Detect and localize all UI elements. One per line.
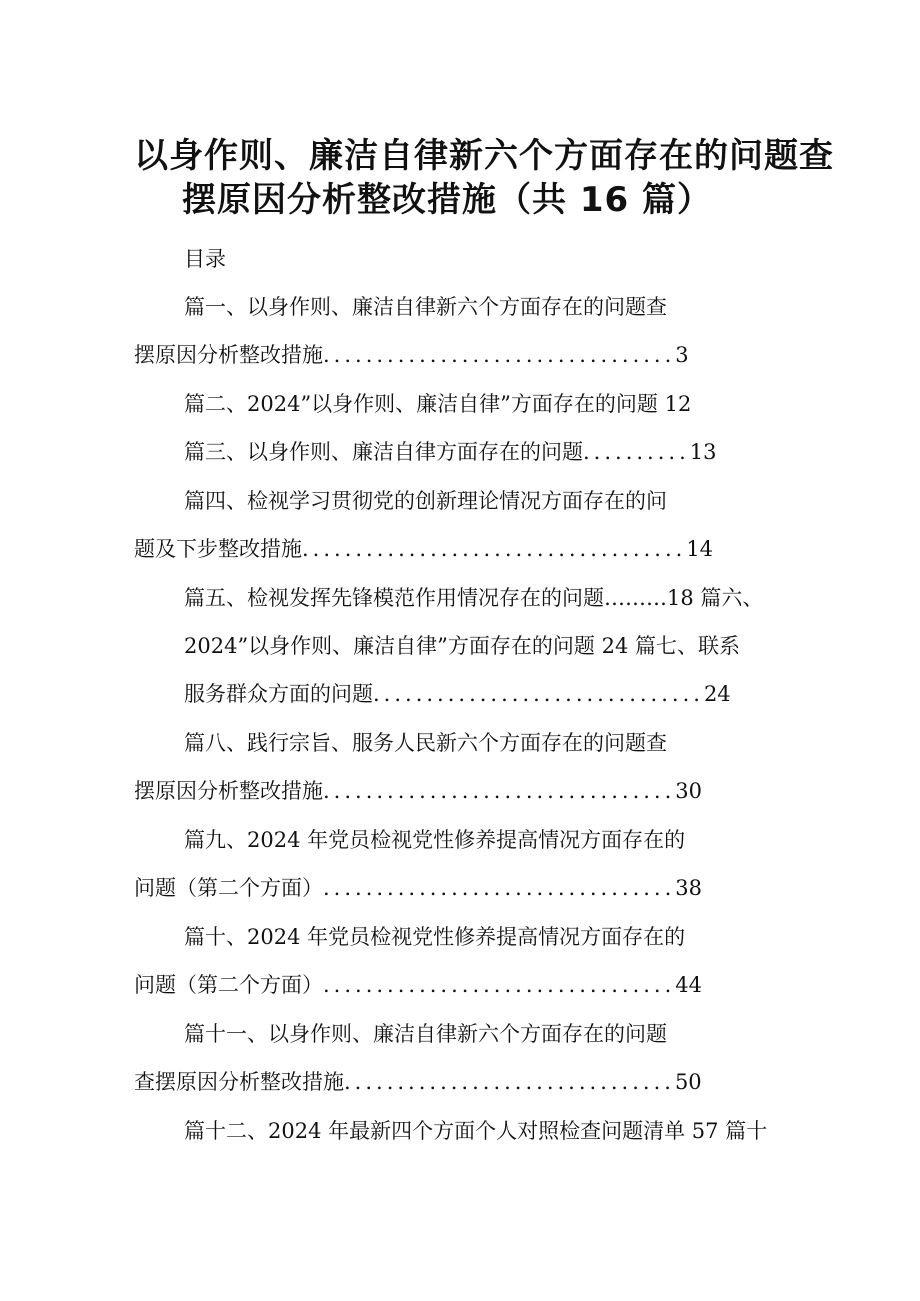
toc-page-number: 14 — [686, 537, 714, 561]
toc-page-number: 38 — [675, 876, 703, 900]
toc-page-number: 13 — [689, 440, 717, 464]
toc-page-number: 24 — [703, 682, 731, 706]
toc-line[interactable]: 摆原因分析整改措施.................................3 — [134, 340, 689, 370]
document-title-line1: 以身作则、廉洁自律新六个方面存在的问题查 — [134, 136, 834, 176]
toc-line[interactable]: 查摆原因分析整改措施...............................50 — [134, 1067, 702, 1097]
toc-leader-dots: ................................. — [323, 779, 676, 803]
toc-page-number: 44 — [675, 973, 703, 997]
toc-line[interactable]: 篇四、检视学习贯彻党的创新理论情况方面存在的问 — [184, 489, 667, 513]
toc-page-number: 50 — [674, 1070, 702, 1094]
toc-line[interactable]: 摆原因分析整改措施.................................30 — [134, 776, 702, 806]
toc-line[interactable]: 篇十、2024 年党员检视党性修养提高情况方面存在的 — [184, 925, 686, 949]
toc-page-number: 3 — [675, 343, 689, 367]
toc-line[interactable]: 题及下步整改措施....................................14 — [134, 534, 713, 564]
toc-leader-dots: ................................. — [323, 876, 676, 900]
toc-leader-dots: ............................... — [373, 682, 704, 706]
toc-line[interactable]: 2024”以身作则、廉洁自律”方面存在的问题 24 篇七、联系 — [184, 634, 740, 658]
toc-line[interactable]: 服务群众方面的问题...............................24 — [184, 679, 731, 709]
toc-line[interactable]: 篇八、践行宗旨、服务人民新六个方面存在的问题查 — [184, 731, 667, 755]
toc-line[interactable]: 篇三、以身作则、廉洁自律方面存在的问题..........13 — [184, 437, 717, 467]
toc-line[interactable]: 篇五、检视发挥先锋模范作用情况存在的问题………18 篇六、 — [184, 586, 764, 610]
toc-line[interactable]: 篇二、2024”以身作则、廉洁自律”方面存在的问题 12 — [184, 392, 692, 416]
toc-page-number: 30 — [675, 779, 703, 803]
toc-line[interactable]: 篇十二、2024 年最新四个方面个人对照检查问题清单 57 篇十 — [184, 1119, 768, 1143]
toc-leader-dots: .................................... — [302, 537, 687, 561]
toc-heading: 目录 — [184, 247, 226, 271]
toc-line[interactable]: 问题（第二个方面）.................................38 — [134, 873, 702, 903]
document-title-line2: 摆原因分析整改措施（共 16 篇） — [182, 180, 712, 220]
toc-leader-dots: .......... — [583, 440, 690, 464]
toc-line[interactable]: 问题（第二个方面）.................................44 — [134, 970, 702, 1000]
toc-leader-dots: ................................. — [323, 343, 676, 367]
toc-leader-dots: ................................. — [323, 973, 676, 997]
toc-line[interactable]: 篇一、以身作则、廉洁自律新六个方面存在的问题查 — [184, 295, 667, 319]
toc-line[interactable]: 篇九、2024 年党员检视党性修养提高情况方面存在的 — [184, 828, 686, 852]
toc-leader-dots: ............................... — [344, 1070, 675, 1094]
toc-line[interactable]: 篇十一、以身作则、廉洁自律新六个方面存在的问题 — [184, 1022, 667, 1046]
